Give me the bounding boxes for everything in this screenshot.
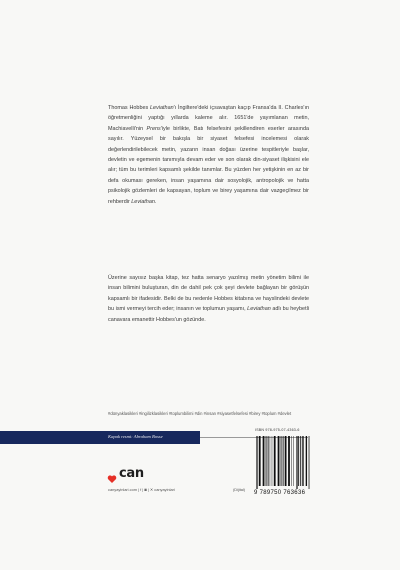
navy-band (0, 431, 200, 444)
barcode-bar (259, 436, 261, 486)
barcode-bar (297, 436, 298, 489)
cover-credit: Kapak resmi: Abraham Bosse (108, 434, 163, 439)
paragraph-1-text: Thomas Hobbes Leviathan'ı İngiltere'deki içsavaştan kaçıp Fransa'da II. Charles'ın öğretmenliğini yaptığı yıllarda kaleme alır. 1651'de yayımlanan metin, Machiavelli'nin Prens'iyle birlikte, Batı felsefesini şekillendiren eserler arasında sayılır. Yüzeysel bir bakışla bir siyaset felsefesi incelemesi olarak değerlendirilebilecek metin, yazarın insan doğası üzerine tespitleriyle başlar, devletin ve egemenin tanımıyla devam eder ve son olarak din-siyaset ilişkisini ele alır; tüm bu terimleri kapsamlı şekilde tanımlar. Bu yüzden her yetişkinin en az bir defa okuması gereken, insan yaşamına dair sosyolojik, antropolojik ve hatta psikolojik gözlemleri de kapsayan, toplum ve birey yaşamına dair vazgeçilmez bir rehberdir Leviathan. (108, 105, 310, 205)
description-paragraph-2 (108, 273, 309, 325)
barcode-bar (300, 436, 301, 486)
hashtags: #dünyaklasikleri #ingilizklasikleri #toplumbilimi #din #insan #siyasetfelsefesi #birey #toplum #devlet (108, 411, 292, 416)
barcode-bar (274, 436, 276, 486)
barcode-number: 9 789750 763636 (254, 490, 306, 496)
barcode-bar (266, 436, 267, 486)
barcode (254, 436, 310, 496)
barcode-bar (298, 436, 299, 486)
italic-title: Leviathan (150, 105, 174, 111)
barcode-bar (302, 436, 303, 486)
barcode-bar (281, 436, 282, 486)
cover-credit-band (0, 431, 400, 444)
barcode-bar (257, 436, 258, 489)
italic-title: Leviathan (247, 306, 271, 313)
paragraph-2-text: Üzerine sayısız başka kitap, tez hatta senaryo yazılmış metin yönetim bilimi ile insan bilimini buluşturan, din de dahil pek çok şeyi devlete bağlayan bir görüşün kapsamlı bir ifadesidir. Belki de bu nedenle Hobbes kitabına ve hayslindeki devlete bu ismi vermeyi tercih eder; insanın ve toplumun yaşamı, Leviathan adlı bu heybetli canavara emanettir Hobbes'un gözünde. (108, 275, 310, 323)
description-paragraph-1 (108, 103, 309, 207)
price-label: (Dijital) (233, 487, 246, 492)
italic-title: Prens (146, 125, 161, 132)
barcode-bar (283, 436, 284, 486)
barcode-bars (254, 436, 310, 490)
barcode-bar (285, 436, 287, 486)
barcode-bar (278, 436, 280, 486)
logo-wordmark: can (119, 466, 144, 481)
barcode-bar (306, 436, 307, 486)
barcode-bar (263, 436, 265, 486)
barcode-bar (256, 436, 257, 489)
heart-icon (107, 469, 117, 479)
italic-title: Leviathan (131, 198, 155, 205)
social-links: canyayinlari.com | f | ◙ | ✕ canyayinlari (108, 487, 175, 492)
isbn-label: ISBN 978-975-07-4363-6 (255, 428, 300, 432)
barcode-bar (309, 436, 310, 489)
barcode-bar (268, 436, 269, 486)
barcode-bar (288, 436, 290, 486)
publisher-logo (107, 466, 144, 481)
barcode-bar (296, 436, 297, 489)
